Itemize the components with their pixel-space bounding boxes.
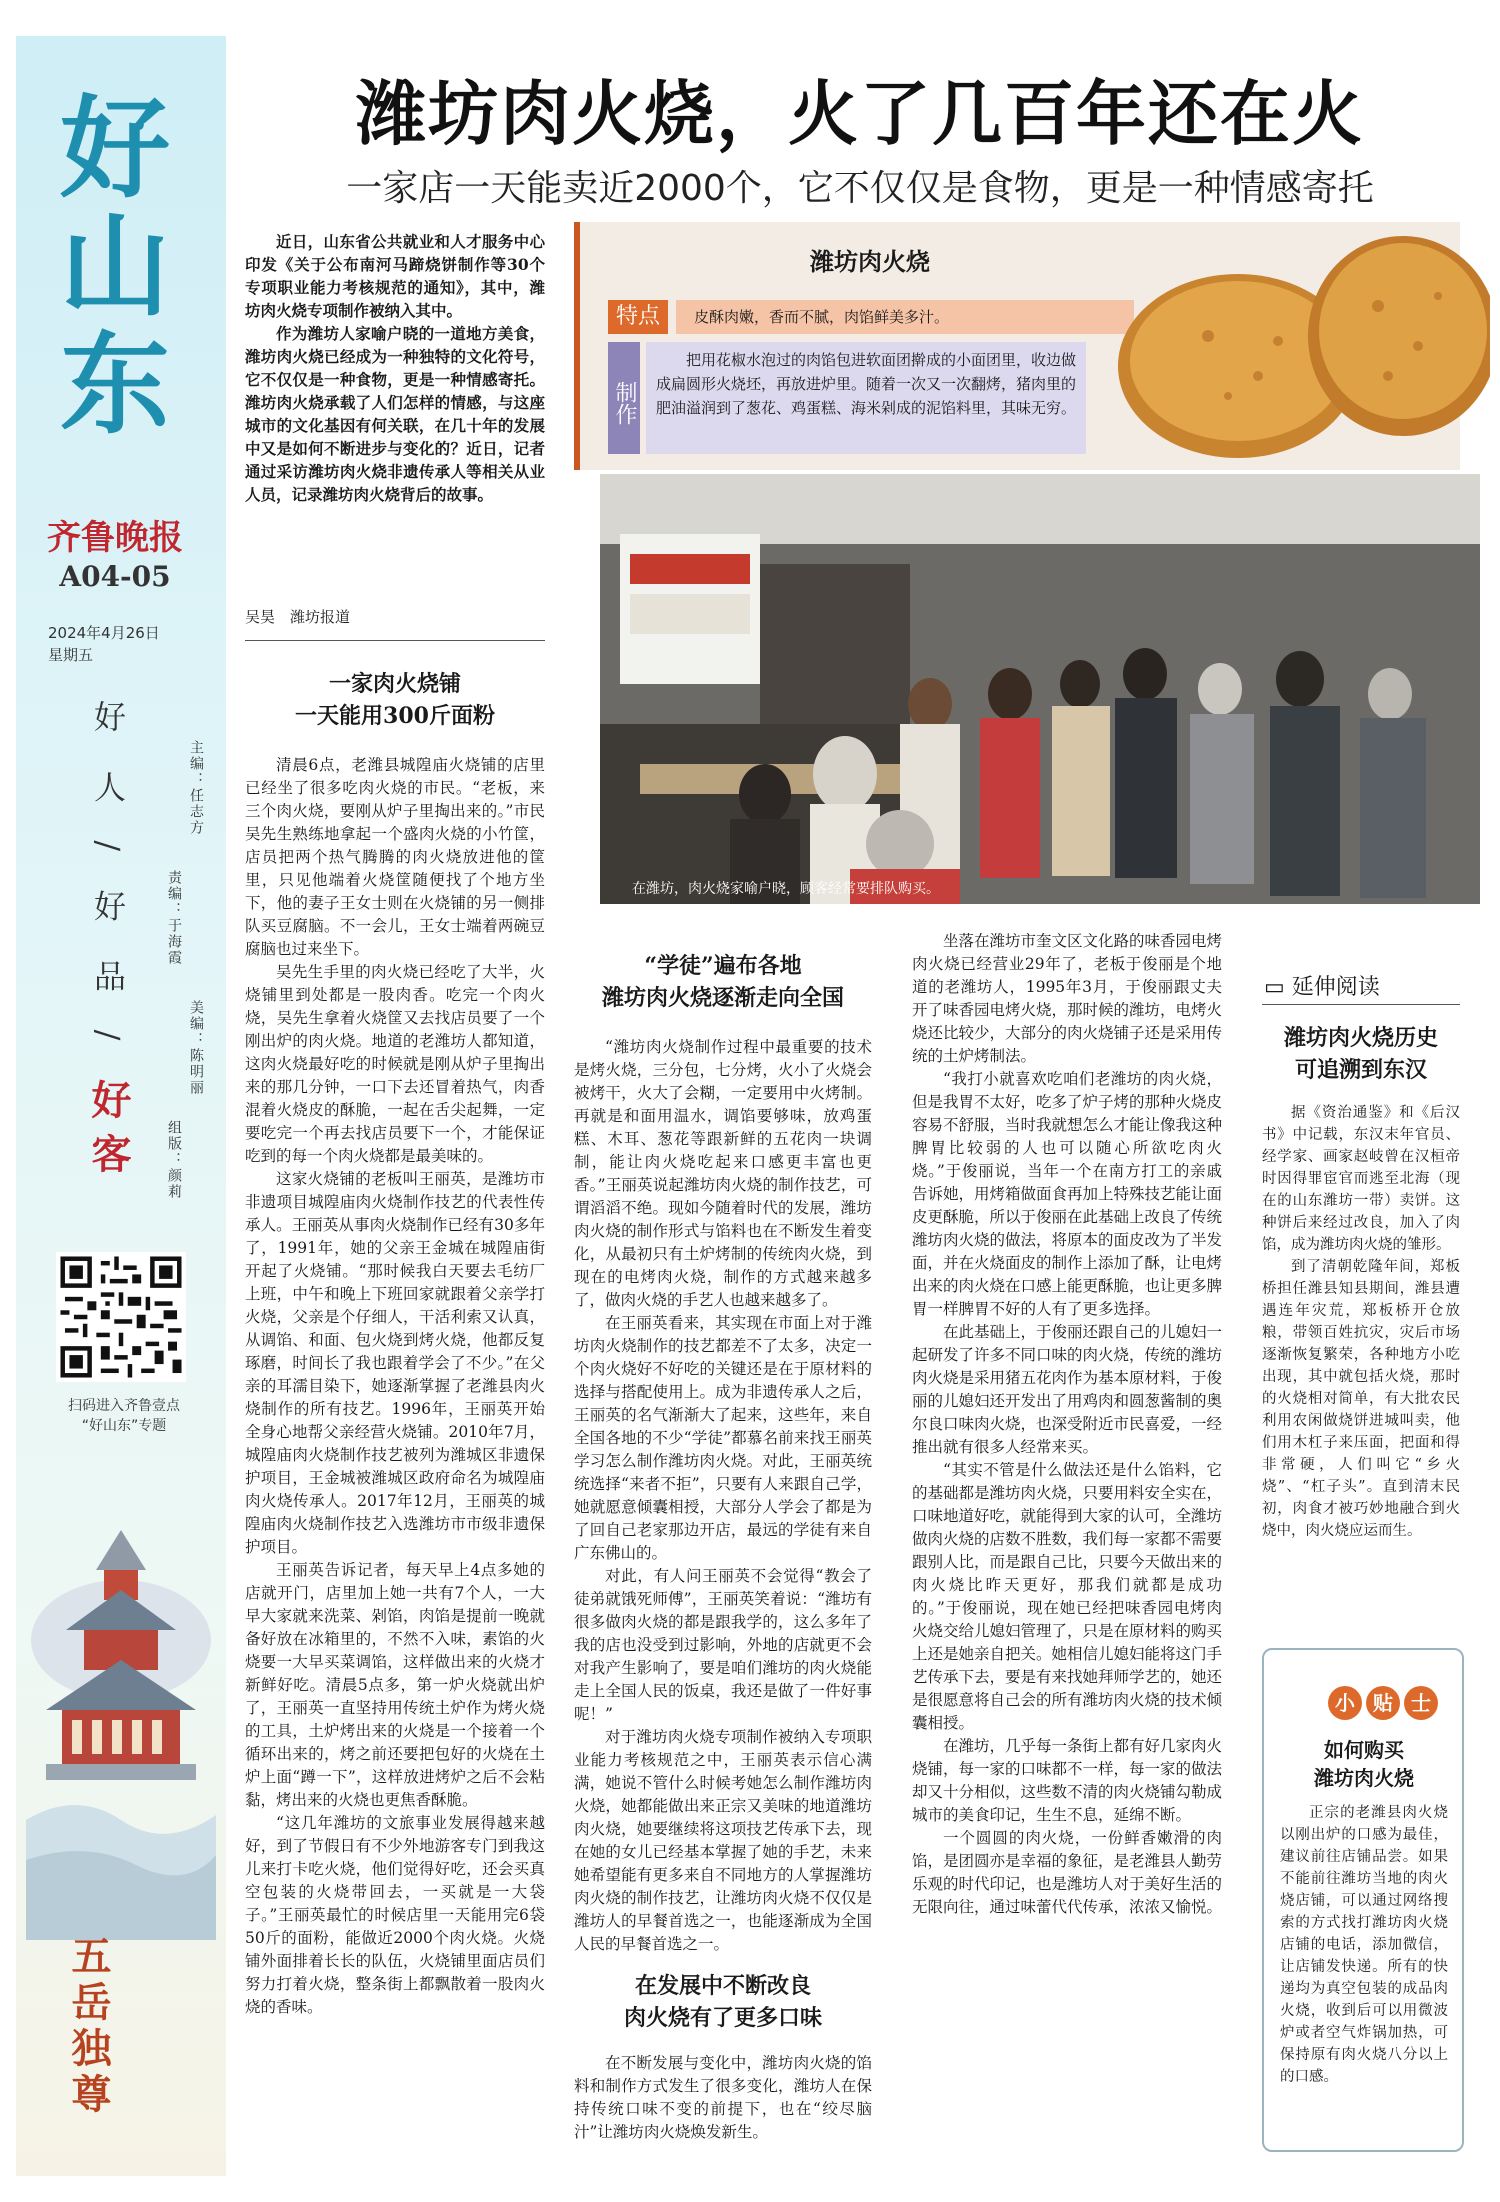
staff-responsible: 责编：于海霞 [166,870,182,966]
extended-paragraph: 据《资治通鉴》和《后汉书》中记载，东汉末年官员、经学家、画家赵岐曾在汉桓帝时因得罪宦官而逃至北海（现在的山东潍坊一带）卖饼。这种饼后来经过改良，加入了肉馅，成为潍坊肉火烧的雏形。 [1262,1105,1460,1253]
section-3-continued [912,930,1222,1919]
slogan-part: 人 [89,770,127,817]
slogan-part: / [89,840,127,866]
body-paragraph: “这几年潍坊的文旅事业发展得越来越好，到了节假日有不少外地游客专门到我这儿来打卡吃火烧，他们觉得好吃，还会买真空包装的火烧带回去，一买就是一大袋子。”王丽英最忙的时候店里一天能用完6袋50斤的面粉，能做近2000个肉火烧。火烧铺外面排着长长的队伍，火烧铺里面店员们努力打着火烧，整条街上都飘散着一股肉火烧的香味。 [245,1814,545,2016]
section-title-line: 一家肉火烧铺 [328,671,461,697]
queue-photo-icon [600,474,1480,904]
page-title: 潍坊肉火烧，火了几百年还在火 [356,73,1364,155]
feature-text: 皮酥肉嫩，香而不腻，肉馅鲜美多汁。 [676,300,1134,334]
weekday-text: 星期五 [48,646,94,664]
tips-badge-char: 贴 [1366,1686,1400,1720]
calligraphy-stamp: 五岳独尊 [65,1935,112,2119]
page-subtitle: 一家店一天能卖近2000个，它不仅仅是食物，更是一种情感寄托 [346,168,1374,209]
staff-editor: 主编：任志方 [188,740,204,836]
issue-date [48,622,160,666]
tips-title-line: 潍坊肉火烧 [1314,1766,1414,1790]
section-title [574,950,872,1014]
section-title [574,1970,872,2034]
body-paragraph: 王丽英告诉记者，每天早上4点多她的店就开门，店里加上她一共有7个人，一大早大家就来洗菜、剁馅，肉馅是提前一晚就备好放在冰箱里的，不然不入味，素馅的火烧要一大早买菜调馅，这样做出来的火烧才新鲜好吃。清晨5点多，第一炉火烧就出炉了，王丽英一直坚持用传统土炉作为烤火烧的工具，土炉烤出来的火烧是一个接着一个循环出来的，烤之前还要把包好的火烧在土炉上面“蹲一下”，这样放进烤炉之后不会粘黏，烤出来的火烧也更焦香酥脆。 [245,1561,545,1809]
body-paragraph: 吴先生手里的肉火烧已经吃了大半，火烧铺里到处都是一股肉香。吃完一个肉火烧，吴先生拿着火烧筐又去找店员要了一个刚出炉的肉火烧。地道的老潍坊人都知道，这肉火烧最好吃的时候就是刚从炉子里掏出来的那几分钟，一口下去还冒着热气，肉香混着火烧皮的酥脆，一起在舌尖起舞，一定要吃完一个再去找店员要下一个，才能保证吃到的每一个肉火烧都是最美味的。 [245,963,545,1165]
section-title-line: 一天能用300斤面粉 [295,703,495,729]
body-paragraph: 坐落在潍坊市奎文区文化路的味香园电烤肉火烧已经营业29年了，老板于俊丽是个地道的老潍坊人，1995年3月，于俊丽跟丈夫开了味香园电烤火烧，那时候的潍坊，电烤火烧还比较少，大部分的肉火烧铺子还是采用传统的土炉烤制法。 [912,932,1223,1065]
section-title-line: “学徒”遍布各地 [644,953,802,979]
slogan [80,700,137,1187]
page-number: A04-05 [59,560,171,593]
tips-badge [1328,1686,1442,1720]
body-paragraph: 在王丽英看来，其实现在市面上对于潍坊肉火烧制作的技艺都差不了太多，决定一个肉火烧好不好吃的关键还是在于原材料的选择与搭配使用上。成为非遗传承人之后，王丽英的名气渐渐大了起来，这些年，来自全国各地的不少“学徒”都慕名前来找王丽英学习怎么制作潍坊肉火烧。对此，王丽英统统选择“来者不拒”，只要有人来跟自己学，她就愿意倾囊相授，大部分人学会了都是为了回自己老家那边开店，最远的学徒有来自广东佛山的。 [574,1314,872,1562]
extended-title [1262,1022,1460,1086]
body-paragraph: 在此基础上，于俊丽还跟自己的儿媳妇一起研发了许多不同口味的肉火烧，传统的潍坊肉火烧是采用猪五花肉作为基本原材料，于俊丽的儿媳妇还开发出了用鸡肉和圆葱酱制的奥尔良口味肉火烧，也深受附近市民喜爱，一经推出就有很多人经常来买。 [912,1323,1223,1456]
body-paragraph: 对于潍坊肉火烧专项制作被纳入专项职业能力考核规范之中，王丽英表示信心满满，她说不管什么时候考她怎么制作潍坊肉火烧，她都能做出来正宗又美味的地道潍坊肉火烧，她要继续将这项技艺传承下去，现在她的女儿已经基本掌握了她的手艺，未来她希望能有更多来自不同地方的人掌握潍坊肉火烧的制作技艺，让潍坊肉火烧不仅仅是潍坊人的早餐首选之一，也能逐渐成为全国人民的早餐首选之一。 [574,1728,872,1953]
staff-layout: 组版：颜莉 [166,1120,182,1200]
divider [1262,1004,1460,1005]
method-text: 把用花椒水泡过的肉馅包进软面团擀成的小面团里，收边做成扁圆形火烧坯，再放进炉里。随着一次又一次翻烤，猪肉里的肥油溢润到了葱花、鸡蛋糕、海米剁成的泥馅料里，其味无穷。 [646,342,1086,454]
info-box-title: 潍坊肉火烧 [810,247,930,276]
staff-designer: 美编：陈明丽 [188,1000,204,1096]
body-paragraph: “其实不管是什么做法还是什么馅料，它的基础都是潍坊肉火烧，只要用料安全实在，口味地道好吃，就能得到大家的认可，全潍坊做肉火烧的店数不胜数，我们每一家都不需要跟别人比，而是跟自己比，只要今天做出来的肉火烧比昨天更好，那我们就都是成功的。”于俊丽说，现在她已经把味香园电烤肉火烧交给儿媳妇管理了，只是在原材料的购买上还是她亲自把关。她相信儿媳妇能将这门手艺传承下去，要是有来找她拜师学艺的，她还是很愿意将自己会的所有潍坊肉火烧的技术倾囊相授。 [912,1461,1223,1732]
body-paragraph: 一个圆圆的肉火烧，一份鲜香嫩滑的肉馅，是团圆亦是幸福的象征，是老潍县人勤劳乐观的时代印记，也是潍坊人对于美好生活的无限向往，通过味蕾代代传承，浓浓又愉悦。 [912,1829,1223,1916]
body-paragraph: “潍坊肉火烧制作过程中最重要的技术是烤火烧，三分包，七分烤，火小了火烧会被烤干，火大了会糊，一定要用中火烤制。再就是和面用温水，调馅要够味，放鸡蛋糕、木耳、葱花等跟新鲜的五花肉一块调制，能让肉火烧吃起来口感更丰富也更香。”王丽英说起潍坊肉火烧的制作技艺，可谓滔滔不绝。现如今随着时代的发展，潍坊肉火烧的制作形式与馅料也在不断发生着变化，从最初只有土炉烤制的传统肉火烧，到现在的电烤肉火烧，制作的方式越来越多了，做肉火烧的手艺人也越来越多了。 [574,1038,872,1309]
extended-paragraph: 到了清朝乾隆年间，郑板桥担任潍县知县期间，潍县遭遇连年灾荒，郑板桥开仓放粮，带领百姓抗灾，灾后市场逐渐恢复繁荣，各种地方小吃出现，其中就包括火烧，那时的火烧相对简单，有大批农民利用农闲做烧饼进城叫卖，他们用木杠子来压面，把面和得非常硬，人们叫它“乡火烧”、“杠子头”。直到清末民初，肉食才被巧妙地融合到火烧中，肉火烧应运而生。 [1262,1259,1460,1539]
lead-paragraph: 近日，山东省公共就业和人才服务中心印发《关于公布南河马蹄烧饼制作等30个专项职业能力考核规范的通知》，其中，潍坊肉火烧专项制作被纳入其中。 [245,232,545,320]
section-2 [574,950,872,2144]
body-paragraph: 这家火烧铺的老板叫王丽英，是潍坊市非遗项目城隍庙肉火烧制作技艺的代表性传承人。王丽英从事肉火烧制作已经有30多年了，1991年，她的父亲王金城在城隍庙街开起了火烧铺。“那时候我白天要去毛纺厂上班，中午和晚上下班回家就跟着父亲学打火烧，父亲是个仔细人，干活利索又认真，从调馅、和面、包火烧到烤火烧，他都反复琢磨，时间长了我也跟着学会了不少。”在父亲的耳濡目染下，她逐渐掌握了老潍县肉火烧制作的所有技艺。1996年，王丽英开始全身心地帮父亲经营火烧铺。2010年7月，城隍庙肉火烧制作技艺被列为潍城区非遗保护项目，王金城被潍城区政府命名为城隍庙肉火烧传承人。2017年12月，王丽英的城隍庙肉火烧制作技艺入选潍坊市市级非遗保护项目。 [245,1170,545,1556]
brand-title: 好山东 [60,85,170,449]
lead-block [245,230,545,506]
huoshao-photo-icon [1118,226,1490,466]
section-title-line: 在发展中不断改良 [634,1973,811,1999]
extended-label-text: 延伸阅读 [1291,975,1380,1000]
tips-title [1280,1736,1448,1792]
extended-reading [1262,1022,1460,1542]
body-paragraph: 在不断发展与变化中，潍坊肉火烧的馅料和制作方式发生了很多变化，潍坊人在保持传统口味不变的前提下，也在“绞尽脑汁”让潍坊肉火烧焕发新生。 [574,2054,872,2141]
body-paragraph: “我打小就喜欢吃咱们老潍坊的肉火烧，但是我胃不太好，吃多了炉子烤的那种火烧皮容易不舒服，当时我就想怎么才能让像我这种脾胃比较弱的人也可以随心所欲吃肉火烧。”于俊丽说，当年一个在南方打工的亲戚告诉她，用烤箱做面食再加上特殊技艺能让面皮更酥脆，所以于俊丽在此基础上改良了传统潍坊肉火烧的做法，将原本的面皮改为了半发面，并在火烧面皮的制作上添加了酥，让电烤出来的肉火烧在口感上能更酥脆，也让更多脾胃一样脾胃不好的人有了更多选择。 [912,1070,1223,1318]
tips-badge-char: 小 [1328,1686,1362,1720]
lead-paragraph-2: 作为潍坊人家喻户晓的一道地方美食，潍坊肉火烧已经成为一种独特的文化符号，它不仅仅是一种食物，更是一种情感寄托。潍坊肉火烧承载了人们怎样的情感，与这座城市的文化基因有何关联，在几十年的发展中又是如何不断进步与变化的？近日，记者通过采访潍坊肉火烧非遗传承人等相关从业人员，记录潍坊肉火烧背后的故事。 [245,324,545,504]
slogan-part: / [89,1029,127,1055]
feature-label: 特点 [608,300,668,334]
section-title-line: 肉火烧有了更多口味 [623,2005,822,2031]
slogan-part: 好 [89,700,127,746]
tips-badge-char: 士 [1404,1686,1438,1720]
method-label: 制作 [608,342,640,454]
body-paragraph: 在潍坊，几乎每一条街上都有好几家肉火烧铺，每一家的口味都不一样，每一家的做法却又十分相似，这些数不清的肉火烧铺勾勒成城市的美食印记，生生不息，延绵不断。 [912,1737,1223,1824]
section-1 [245,668,545,2019]
tips-title-line: 如何购买 [1324,1738,1404,1762]
slogan-highlight: 好客 [85,1078,132,1187]
section-title [245,668,545,732]
photo-caption: 在潍坊，肉火烧家喻户晓，顾客经常要排队购买。 [632,881,940,897]
extended-title-line: 可追溯到东汉 [1294,1057,1427,1083]
extended-reading-label [1264,970,1380,1001]
paper-name: 齐鲁晚报 [47,518,183,558]
date-text: 2024年4月26日 [48,624,160,642]
qr-caption: 扫码进入齐鲁壹点 “好山东”专题 [68,1398,180,1434]
qr-code-icon[interactable] [56,1252,186,1382]
pagoda-illustration-icon [26,1520,216,1940]
section-title-line: 潍坊肉火烧逐渐走向全国 [601,985,844,1011]
tips-content [1280,1736,1448,2088]
byline: 吴昊 潍坊报道 [245,608,351,626]
slogan-part: 好 [89,889,127,936]
divider [245,640,545,641]
book-icon: ▭ [1264,975,1285,1000]
tips-paragraph: 正宗的老潍县肉火烧以刚出炉的口感为最佳，建议前往店铺品尝。如果不能前往潍坊当地的肉火烧店铺，可以通过网络搜索的方式找打潍坊肉火烧店铺的电话，添加微信，让店铺发快递。所有的快递均为真空包装的成品肉火烧，收到后可以用微波炉或者空气炸锅加热，可保持原有肉火烧八分以上的口感。 [1280,1805,1448,2085]
extended-title-line: 潍坊肉火烧历史 [1283,1025,1438,1051]
slogan-part: 品 [89,959,127,1006]
body-paragraph: 对此，有人问王丽英不会觉得“教会了徒弟就饿死师傅”，王丽英笑着说：“潍坊有很多做肉火烧的都是跟我学的，这么多年了我的店也没受到过影响，外地的店就更不会对我产生影响了，要是咱们潍坊的肉火烧能走上全国人民的饭桌，我还是做了一件好事呢！” [574,1567,872,1723]
body-paragraph: 清晨6点，老潍县城隍庙火烧铺的店里已经坐了很多吃肉火烧的市民。“老板，来三个肉火烧，要刚从炉子里掏出来的。”市民吴先生熟练地拿起一个盛肉火烧的小竹筐，店员把两个热气腾腾的肉火烧放进他的筐里，只见他端着火烧筐随便找了个地方坐下，他的妻子王女士则在火烧铺的另一侧排队买豆腐脑。不一会儿，王女士端着两碗豆腐脑也过来坐下。 [245,756,545,958]
